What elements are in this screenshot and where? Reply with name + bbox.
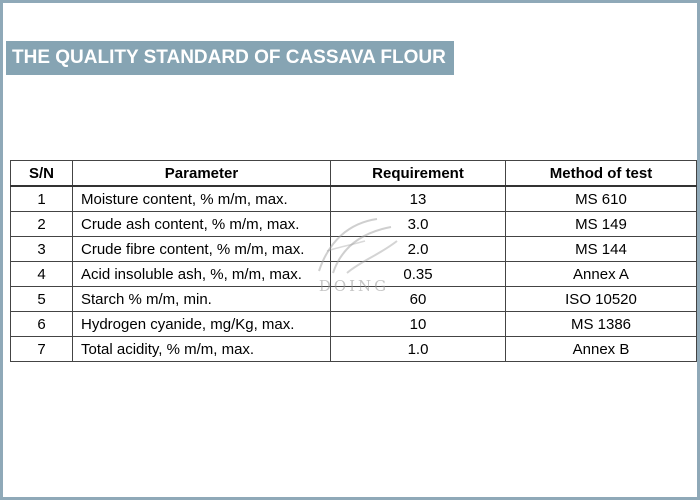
header-requirement: Requirement xyxy=(331,161,506,187)
cell-parameter: Moisture content, % m/m, max. xyxy=(73,186,331,212)
cell-method: MS 149 xyxy=(506,212,697,237)
cell-method: ISO 10520 xyxy=(506,287,697,312)
cell-parameter: Total acidity, % m/m, max. xyxy=(73,337,331,362)
quality-standard-table xyxy=(10,160,697,362)
table-row xyxy=(11,212,697,237)
header-parameter: Parameter xyxy=(73,161,331,187)
cell-method: MS 144 xyxy=(506,237,697,262)
header-sn: S/N xyxy=(11,161,73,187)
cell-sn: 2 xyxy=(11,212,73,237)
cell-sn: 3 xyxy=(11,237,73,262)
cell-requirement: 0.35 xyxy=(331,262,506,287)
cell-requirement: 3.0 xyxy=(331,212,506,237)
cell-requirement: 2.0 xyxy=(331,237,506,262)
cell-requirement: 1.0 xyxy=(331,337,506,362)
cell-method: Annex B xyxy=(506,337,697,362)
cell-parameter: Hydrogen cyanide, mg/Kg, max. xyxy=(73,312,331,337)
cell-parameter: Crude ash content, % m/m, max. xyxy=(73,212,331,237)
cell-sn: 7 xyxy=(11,337,73,362)
table-row xyxy=(11,312,697,337)
cell-parameter: Starch % m/m, min. xyxy=(73,287,331,312)
table-row xyxy=(11,237,697,262)
cell-method: MS 610 xyxy=(506,186,697,212)
cell-parameter: Crude fibre content, % m/m, max. xyxy=(73,237,331,262)
table-row xyxy=(11,186,697,212)
cell-sn: 5 xyxy=(11,287,73,312)
cell-method: Annex A xyxy=(506,262,697,287)
cell-requirement: 60 xyxy=(331,287,506,312)
cell-requirement: 10 xyxy=(331,312,506,337)
page-title: THE QUALITY STANDARD OF CASSAVA FLOUR xyxy=(6,41,454,75)
header-method: Method of test xyxy=(506,161,697,187)
cell-method: MS 1386 xyxy=(506,312,697,337)
cell-parameter: Acid insoluble ash, %, m/m, max. xyxy=(73,262,331,287)
cell-sn: 1 xyxy=(11,186,73,212)
table-row xyxy=(11,262,697,287)
table-row xyxy=(11,337,697,362)
cell-sn: 6 xyxy=(11,312,73,337)
quality-table-container xyxy=(10,160,697,362)
table-header-row xyxy=(11,161,697,187)
cell-sn: 4 xyxy=(11,262,73,287)
watermark-text: DOING xyxy=(318,277,390,295)
table-row xyxy=(11,287,697,312)
cell-requirement: 13 xyxy=(331,186,506,212)
